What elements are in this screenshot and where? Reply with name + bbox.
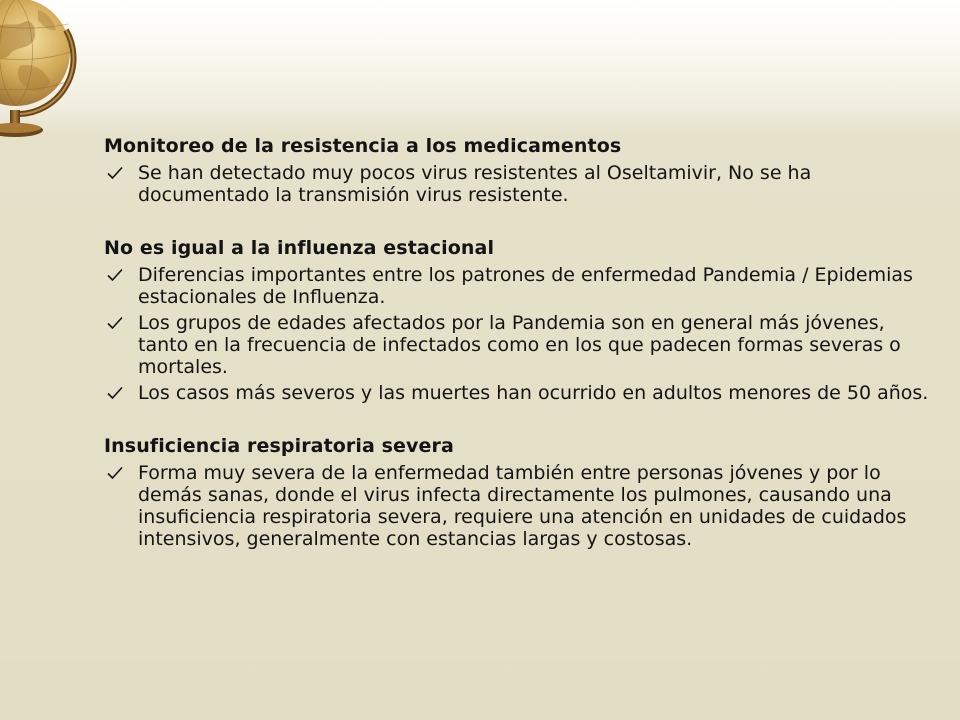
bullet-item: [104, 382, 934, 404]
section-heading-resistance: Monitoreo de la resistencia a los medicamentos: [104, 135, 622, 157]
checkmark-icon: [106, 165, 124, 181]
bullet-text: Los casos más severos y las muertes han ocurrido en adultos menores de 50 años.: [138, 382, 929, 404]
globe-icon: [0, 0, 80, 150]
checkmark-icon: [106, 267, 124, 283]
checkmark-icon: [106, 315, 124, 331]
bullet-text: Diferencias importantes entre los patrones de enfermedad Pandemia / Epidemias estacionales de Influenza.: [138, 264, 913, 308]
bullet-item: [104, 162, 934, 206]
checkmark-icon: [106, 465, 124, 481]
section-heading-seasonal: No es igual a la influenza estacional: [104, 237, 495, 259]
bullet-item: [104, 462, 934, 550]
bullet-text: Forma muy severa de la enfermedad también entre personas jóvenes y por lo demás sanas, donde el virus infecta directamente los pulmones, causando una insuficiencia respiratoria severa, requiere una atención en unidades de cuidados intensivos, generalmente con estancias largas y costosas.: [138, 462, 907, 550]
slide-content: [104, 134, 934, 550]
bullet-item: [104, 312, 934, 378]
bullet-item: [104, 264, 934, 308]
checkmark-icon: [106, 385, 124, 401]
section-heading-respiratory: Insuficiencia respiratoria severa: [104, 435, 454, 457]
bullet-text: Se han detectado muy pocos virus resistentes al Oseltamivir, No se ha documentado la transmisión virus resistente.: [138, 162, 812, 206]
bullet-text: Los grupos de edades afectados por la Pandemia son en general más jóvenes, tanto en la frecuencia de infectados como en los que padecen formas severas o mortales.: [138, 312, 901, 378]
